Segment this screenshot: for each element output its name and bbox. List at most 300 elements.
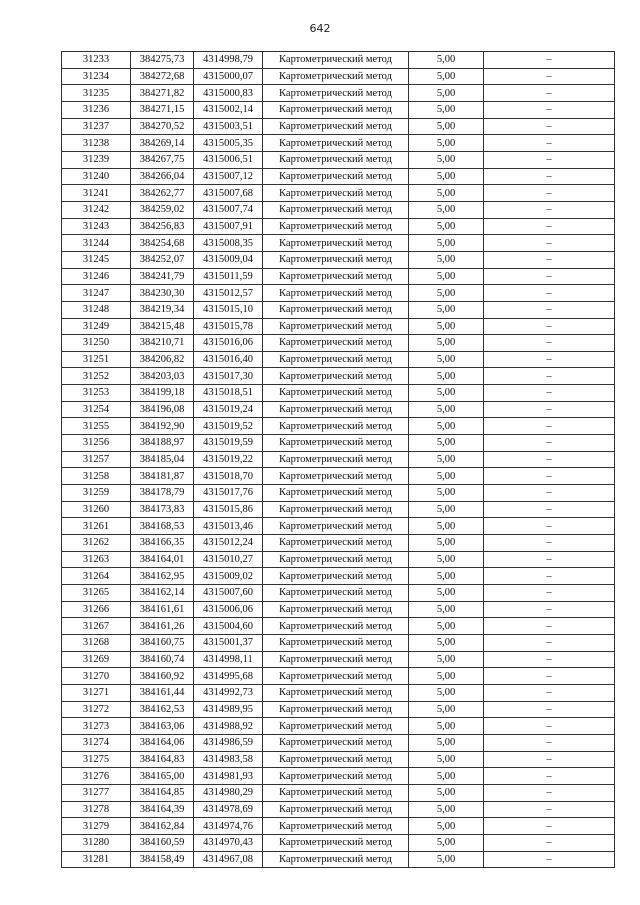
accuracy-cell: 5,00 xyxy=(409,251,484,268)
accuracy-cell: 5,00 xyxy=(409,68,484,85)
y-coordinate-cell: 4314978,69 xyxy=(194,801,263,818)
table-row xyxy=(62,201,615,218)
accuracy-cell: 5,00 xyxy=(409,485,484,502)
x-coordinate-cell: 384252,07 xyxy=(131,251,194,268)
accuracy-cell: 5,00 xyxy=(409,751,484,768)
y-coordinate-cell: 4315006,51 xyxy=(194,151,263,168)
method-cell: Картометрический метод xyxy=(263,218,409,235)
table-row xyxy=(62,618,615,635)
point-number-cell: 31276 xyxy=(62,768,131,785)
accuracy-cell: 5,00 xyxy=(409,568,484,585)
table-row xyxy=(62,301,615,318)
point-number-cell: 31257 xyxy=(62,451,131,468)
point-number-cell: 31272 xyxy=(62,701,131,718)
point-number-cell: 31281 xyxy=(62,851,131,868)
table-row xyxy=(62,235,615,252)
accuracy-cell: 5,00 xyxy=(409,585,484,602)
accuracy-cell: 5,00 xyxy=(409,801,484,818)
y-coordinate-cell: 4315019,59 xyxy=(194,435,263,452)
point-number-cell: 31259 xyxy=(62,485,131,502)
x-coordinate-cell: 384166,35 xyxy=(131,535,194,552)
note-cell: – xyxy=(484,285,615,302)
note-cell: – xyxy=(484,468,615,485)
x-coordinate-cell: 384219,34 xyxy=(131,301,194,318)
y-coordinate-cell: 4314983,58 xyxy=(194,751,263,768)
method-cell: Картометрический метод xyxy=(263,351,409,368)
accuracy-cell: 5,00 xyxy=(409,851,484,868)
accuracy-cell: 5,00 xyxy=(409,201,484,218)
method-cell: Картометрический метод xyxy=(263,468,409,485)
point-number-cell: 31237 xyxy=(62,118,131,135)
point-number-cell: 31243 xyxy=(62,218,131,235)
table-row xyxy=(62,601,615,618)
point-number-cell: 31266 xyxy=(62,601,131,618)
y-coordinate-cell: 4315008,35 xyxy=(194,235,263,252)
x-coordinate-cell: 384164,85 xyxy=(131,784,194,801)
method-cell: Картометрический метод xyxy=(263,718,409,735)
x-coordinate-cell: 384269,14 xyxy=(131,135,194,152)
y-coordinate-cell: 4314981,93 xyxy=(194,768,263,785)
x-coordinate-cell: 384185,04 xyxy=(131,451,194,468)
note-cell: – xyxy=(484,401,615,418)
point-number-cell: 31254 xyxy=(62,401,131,418)
point-number-cell: 31249 xyxy=(62,318,131,335)
accuracy-cell: 5,00 xyxy=(409,818,484,835)
table-row xyxy=(62,485,615,502)
note-cell: – xyxy=(484,684,615,701)
accuracy-cell: 5,00 xyxy=(409,268,484,285)
y-coordinate-cell: 4314980,29 xyxy=(194,784,263,801)
accuracy-cell: 5,00 xyxy=(409,185,484,202)
table-row xyxy=(62,718,615,735)
table-row xyxy=(62,801,615,818)
y-coordinate-cell: 4315015,86 xyxy=(194,501,263,518)
note-cell: – xyxy=(484,385,615,402)
x-coordinate-cell: 384165,00 xyxy=(131,768,194,785)
x-coordinate-cell: 384162,14 xyxy=(131,585,194,602)
page-number: 642 xyxy=(309,22,331,35)
table-row xyxy=(62,335,615,352)
point-number-cell: 31250 xyxy=(62,335,131,352)
accuracy-cell: 5,00 xyxy=(409,618,484,635)
note-cell: – xyxy=(484,68,615,85)
table-row xyxy=(62,368,615,385)
note-cell: – xyxy=(484,784,615,801)
x-coordinate-cell: 384161,26 xyxy=(131,618,194,635)
point-number-cell: 31275 xyxy=(62,751,131,768)
coordinates-table xyxy=(61,51,615,868)
note-cell: – xyxy=(484,368,615,385)
note-cell: – xyxy=(484,151,615,168)
point-number-cell: 31233 xyxy=(62,52,131,69)
note-cell: – xyxy=(484,818,615,835)
table-row xyxy=(62,251,615,268)
note-cell: – xyxy=(484,218,615,235)
x-coordinate-cell: 384181,87 xyxy=(131,468,194,485)
accuracy-cell: 5,00 xyxy=(409,351,484,368)
accuracy-cell: 5,00 xyxy=(409,118,484,135)
table-row xyxy=(62,218,615,235)
table-row xyxy=(62,118,615,135)
accuracy-cell: 5,00 xyxy=(409,135,484,152)
x-coordinate-cell: 384192,90 xyxy=(131,418,194,435)
note-cell: – xyxy=(484,268,615,285)
accuracy-cell: 5,00 xyxy=(409,335,484,352)
y-coordinate-cell: 4315016,06 xyxy=(194,335,263,352)
table-row xyxy=(62,168,615,185)
x-coordinate-cell: 384164,06 xyxy=(131,734,194,751)
method-cell: Картометрический метод xyxy=(263,368,409,385)
y-coordinate-cell: 4314970,43 xyxy=(194,834,263,851)
note-cell: – xyxy=(484,585,615,602)
x-coordinate-cell: 384254,68 xyxy=(131,235,194,252)
x-coordinate-cell: 384162,95 xyxy=(131,568,194,585)
y-coordinate-cell: 4314988,92 xyxy=(194,718,263,735)
x-coordinate-cell: 384160,75 xyxy=(131,634,194,651)
method-cell: Картометрический метод xyxy=(263,251,409,268)
x-coordinate-cell: 384271,82 xyxy=(131,85,194,102)
x-coordinate-cell: 384203,03 xyxy=(131,368,194,385)
method-cell: Картометрический метод xyxy=(263,801,409,818)
note-cell: – xyxy=(484,451,615,468)
accuracy-cell: 5,00 xyxy=(409,168,484,185)
x-coordinate-cell: 384270,52 xyxy=(131,118,194,135)
method-cell: Картометрический метод xyxy=(263,68,409,85)
table-row xyxy=(62,634,615,651)
y-coordinate-cell: 4315012,57 xyxy=(194,285,263,302)
x-coordinate-cell: 384163,06 xyxy=(131,718,194,735)
point-number-cell: 31260 xyxy=(62,501,131,518)
x-coordinate-cell: 384161,44 xyxy=(131,684,194,701)
x-coordinate-cell: 384178,79 xyxy=(131,485,194,502)
table-row xyxy=(62,185,615,202)
point-number-cell: 31247 xyxy=(62,285,131,302)
x-coordinate-cell: 384230,30 xyxy=(131,285,194,302)
y-coordinate-cell: 4315000,07 xyxy=(194,68,263,85)
table-row xyxy=(62,585,615,602)
point-number-cell: 31264 xyxy=(62,568,131,585)
table-row xyxy=(62,285,615,302)
point-number-cell: 31240 xyxy=(62,168,131,185)
accuracy-cell: 5,00 xyxy=(409,385,484,402)
method-cell: Картометрический метод xyxy=(263,301,409,318)
accuracy-cell: 5,00 xyxy=(409,718,484,735)
y-coordinate-cell: 4314967,08 xyxy=(194,851,263,868)
note-cell: – xyxy=(484,335,615,352)
method-cell: Картометрический метод xyxy=(263,834,409,851)
point-number-cell: 31261 xyxy=(62,518,131,535)
x-coordinate-cell: 384168,53 xyxy=(131,518,194,535)
point-number-cell: 31252 xyxy=(62,368,131,385)
y-coordinate-cell: 4315018,70 xyxy=(194,468,263,485)
accuracy-cell: 5,00 xyxy=(409,535,484,552)
point-number-cell: 31267 xyxy=(62,618,131,635)
table-row xyxy=(62,734,615,751)
method-cell: Картометрический метод xyxy=(263,784,409,801)
point-number-cell: 31258 xyxy=(62,468,131,485)
accuracy-cell: 5,00 xyxy=(409,285,484,302)
table-row xyxy=(62,268,615,285)
accuracy-cell: 5,00 xyxy=(409,85,484,102)
x-coordinate-cell: 384188,97 xyxy=(131,435,194,452)
point-number-cell: 31234 xyxy=(62,68,131,85)
method-cell: Картометрический метод xyxy=(263,101,409,118)
method-cell: Картометрический метод xyxy=(263,451,409,468)
method-cell: Картометрический метод xyxy=(263,235,409,252)
table-row xyxy=(62,451,615,468)
table-row xyxy=(62,85,615,102)
y-coordinate-cell: 4315007,12 xyxy=(194,168,263,185)
point-number-cell: 31278 xyxy=(62,801,131,818)
accuracy-cell: 5,00 xyxy=(409,834,484,851)
point-number-cell: 31263 xyxy=(62,551,131,568)
y-coordinate-cell: 4315011,59 xyxy=(194,268,263,285)
y-coordinate-cell: 4315013,46 xyxy=(194,518,263,535)
point-number-cell: 31268 xyxy=(62,634,131,651)
table-row xyxy=(62,701,615,718)
y-coordinate-cell: 4315017,30 xyxy=(194,368,263,385)
point-number-cell: 31246 xyxy=(62,268,131,285)
method-cell: Картометрический метод xyxy=(263,385,409,402)
y-coordinate-cell: 4315007,68 xyxy=(194,185,263,202)
y-coordinate-cell: 4314995,68 xyxy=(194,668,263,685)
point-number-cell: 31273 xyxy=(62,718,131,735)
method-cell: Картометрический метод xyxy=(263,285,409,302)
note-cell: – xyxy=(484,52,615,69)
method-cell: Картометрический метод xyxy=(263,701,409,718)
method-cell: Картометрический метод xyxy=(263,518,409,535)
x-coordinate-cell: 384259,02 xyxy=(131,201,194,218)
note-cell: – xyxy=(484,501,615,518)
method-cell: Картометрический метод xyxy=(263,318,409,335)
table-body xyxy=(62,52,615,868)
y-coordinate-cell: 4314986,59 xyxy=(194,734,263,751)
note-cell: – xyxy=(484,301,615,318)
method-cell: Картометрический метод xyxy=(263,268,409,285)
method-cell: Картометрический метод xyxy=(263,651,409,668)
method-cell: Картометрический метод xyxy=(263,668,409,685)
point-number-cell: 31262 xyxy=(62,535,131,552)
method-cell: Картометрический метод xyxy=(263,418,409,435)
accuracy-cell: 5,00 xyxy=(409,218,484,235)
accuracy-cell: 5,00 xyxy=(409,368,484,385)
x-coordinate-cell: 384164,39 xyxy=(131,801,194,818)
accuracy-cell: 5,00 xyxy=(409,668,484,685)
note-cell: – xyxy=(484,185,615,202)
point-number-cell: 31271 xyxy=(62,684,131,701)
x-coordinate-cell: 384199,18 xyxy=(131,385,194,402)
note-cell: – xyxy=(484,801,615,818)
table-row xyxy=(62,468,615,485)
point-number-cell: 31239 xyxy=(62,151,131,168)
accuracy-cell: 5,00 xyxy=(409,684,484,701)
point-number-cell: 31256 xyxy=(62,435,131,452)
point-number-cell: 31265 xyxy=(62,585,131,602)
x-coordinate-cell: 384266,04 xyxy=(131,168,194,185)
y-coordinate-cell: 4315009,02 xyxy=(194,568,263,585)
method-cell: Картометрический метод xyxy=(263,601,409,618)
x-coordinate-cell: 384210,71 xyxy=(131,335,194,352)
note-cell: – xyxy=(484,351,615,368)
y-coordinate-cell: 4315001,37 xyxy=(194,634,263,651)
note-cell: – xyxy=(484,618,615,635)
accuracy-cell: 5,00 xyxy=(409,235,484,252)
note-cell: – xyxy=(484,518,615,535)
note-cell: – xyxy=(484,251,615,268)
accuracy-cell: 5,00 xyxy=(409,701,484,718)
point-number-cell: 31277 xyxy=(62,784,131,801)
note-cell: – xyxy=(484,718,615,735)
note-cell: – xyxy=(484,568,615,585)
point-number-cell: 31270 xyxy=(62,668,131,685)
method-cell: Картометрический метод xyxy=(263,201,409,218)
method-cell: Картометрический метод xyxy=(263,618,409,635)
accuracy-cell: 5,00 xyxy=(409,401,484,418)
y-coordinate-cell: 4315019,24 xyxy=(194,401,263,418)
x-coordinate-cell: 384162,53 xyxy=(131,701,194,718)
x-coordinate-cell: 384272,68 xyxy=(131,68,194,85)
y-coordinate-cell: 4315007,60 xyxy=(194,585,263,602)
method-cell: Картометрический метод xyxy=(263,768,409,785)
note-cell: – xyxy=(484,101,615,118)
note-cell: – xyxy=(484,734,615,751)
x-coordinate-cell: 384267,75 xyxy=(131,151,194,168)
x-coordinate-cell: 384164,01 xyxy=(131,551,194,568)
accuracy-cell: 5,00 xyxy=(409,784,484,801)
table-row xyxy=(62,818,615,835)
method-cell: Картометрический метод xyxy=(263,585,409,602)
point-number-cell: 31253 xyxy=(62,385,131,402)
method-cell: Картометрический метод xyxy=(263,535,409,552)
method-cell: Картометрический метод xyxy=(263,551,409,568)
note-cell: – xyxy=(484,235,615,252)
method-cell: Картометрический метод xyxy=(263,751,409,768)
table-row xyxy=(62,535,615,552)
note-cell: – xyxy=(484,135,615,152)
note-cell: – xyxy=(484,668,615,685)
y-coordinate-cell: 4315018,51 xyxy=(194,385,263,402)
note-cell: – xyxy=(484,551,615,568)
point-number-cell: 31235 xyxy=(62,85,131,102)
point-number-cell: 31279 xyxy=(62,818,131,835)
table-row xyxy=(62,385,615,402)
note-cell: – xyxy=(484,435,615,452)
accuracy-cell: 5,00 xyxy=(409,318,484,335)
table-row xyxy=(62,568,615,585)
y-coordinate-cell: 4314998,79 xyxy=(194,52,263,69)
table-row xyxy=(62,751,615,768)
y-coordinate-cell: 4315004,60 xyxy=(194,618,263,635)
point-number-cell: 31251 xyxy=(62,351,131,368)
table-row xyxy=(62,784,615,801)
y-coordinate-cell: 4314992,73 xyxy=(194,684,263,701)
point-number-cell: 31274 xyxy=(62,734,131,751)
accuracy-cell: 5,00 xyxy=(409,634,484,651)
note-cell: – xyxy=(484,851,615,868)
x-coordinate-cell: 384256,83 xyxy=(131,218,194,235)
point-number-cell: 31280 xyxy=(62,834,131,851)
table-row xyxy=(62,518,615,535)
y-coordinate-cell: 4315016,40 xyxy=(194,351,263,368)
y-coordinate-cell: 4315005,35 xyxy=(194,135,263,152)
point-number-cell: 31269 xyxy=(62,651,131,668)
note-cell: – xyxy=(484,601,615,618)
method-cell: Картометрический метод xyxy=(263,118,409,135)
y-coordinate-cell: 4315000,83 xyxy=(194,85,263,102)
note-cell: – xyxy=(484,751,615,768)
table-row xyxy=(62,834,615,851)
note-cell: – xyxy=(484,85,615,102)
accuracy-cell: 5,00 xyxy=(409,518,484,535)
note-cell: – xyxy=(484,168,615,185)
point-number-cell: 31245 xyxy=(62,251,131,268)
table-row xyxy=(62,684,615,701)
method-cell: Картометрический метод xyxy=(263,851,409,868)
x-coordinate-cell: 384215,48 xyxy=(131,318,194,335)
point-number-cell: 31248 xyxy=(62,301,131,318)
table-row xyxy=(62,768,615,785)
method-cell: Картометрический метод xyxy=(263,734,409,751)
table-row xyxy=(62,851,615,868)
accuracy-cell: 5,00 xyxy=(409,101,484,118)
table-row xyxy=(62,651,615,668)
x-coordinate-cell: 384206,82 xyxy=(131,351,194,368)
accuracy-cell: 5,00 xyxy=(409,551,484,568)
accuracy-cell: 5,00 xyxy=(409,301,484,318)
note-cell: – xyxy=(484,201,615,218)
x-coordinate-cell: 384160,59 xyxy=(131,834,194,851)
y-coordinate-cell: 4315006,06 xyxy=(194,601,263,618)
accuracy-cell: 5,00 xyxy=(409,651,484,668)
x-coordinate-cell: 384173,83 xyxy=(131,501,194,518)
y-coordinate-cell: 4315015,10 xyxy=(194,301,263,318)
note-cell: – xyxy=(484,651,615,668)
method-cell: Картометрический метод xyxy=(263,568,409,585)
method-cell: Картометрический метод xyxy=(263,435,409,452)
table-row xyxy=(62,551,615,568)
x-coordinate-cell: 384196,08 xyxy=(131,401,194,418)
note-cell: – xyxy=(484,118,615,135)
method-cell: Картометрический метод xyxy=(263,135,409,152)
note-cell: – xyxy=(484,634,615,651)
table-row xyxy=(62,668,615,685)
table-row xyxy=(62,351,615,368)
method-cell: Картометрический метод xyxy=(263,168,409,185)
point-number-cell: 31238 xyxy=(62,135,131,152)
accuracy-cell: 5,00 xyxy=(409,501,484,518)
x-coordinate-cell: 384241,79 xyxy=(131,268,194,285)
method-cell: Картометрический метод xyxy=(263,401,409,418)
table-row xyxy=(62,501,615,518)
y-coordinate-cell: 4315012,24 xyxy=(194,535,263,552)
table-row xyxy=(62,435,615,452)
table-row xyxy=(62,101,615,118)
y-coordinate-cell: 4314998,11 xyxy=(194,651,263,668)
y-coordinate-cell: 4315017,76 xyxy=(194,485,263,502)
method-cell: Картометрический метод xyxy=(263,185,409,202)
method-cell: Картометрический метод xyxy=(263,335,409,352)
accuracy-cell: 5,00 xyxy=(409,418,484,435)
method-cell: Картометрический метод xyxy=(263,151,409,168)
x-coordinate-cell: 384158,49 xyxy=(131,851,194,868)
method-cell: Картометрический метод xyxy=(263,818,409,835)
table-row xyxy=(62,151,615,168)
accuracy-cell: 5,00 xyxy=(409,451,484,468)
point-number-cell: 31241 xyxy=(62,185,131,202)
y-coordinate-cell: 4314974,76 xyxy=(194,818,263,835)
table-row xyxy=(62,135,615,152)
note-cell: – xyxy=(484,485,615,502)
